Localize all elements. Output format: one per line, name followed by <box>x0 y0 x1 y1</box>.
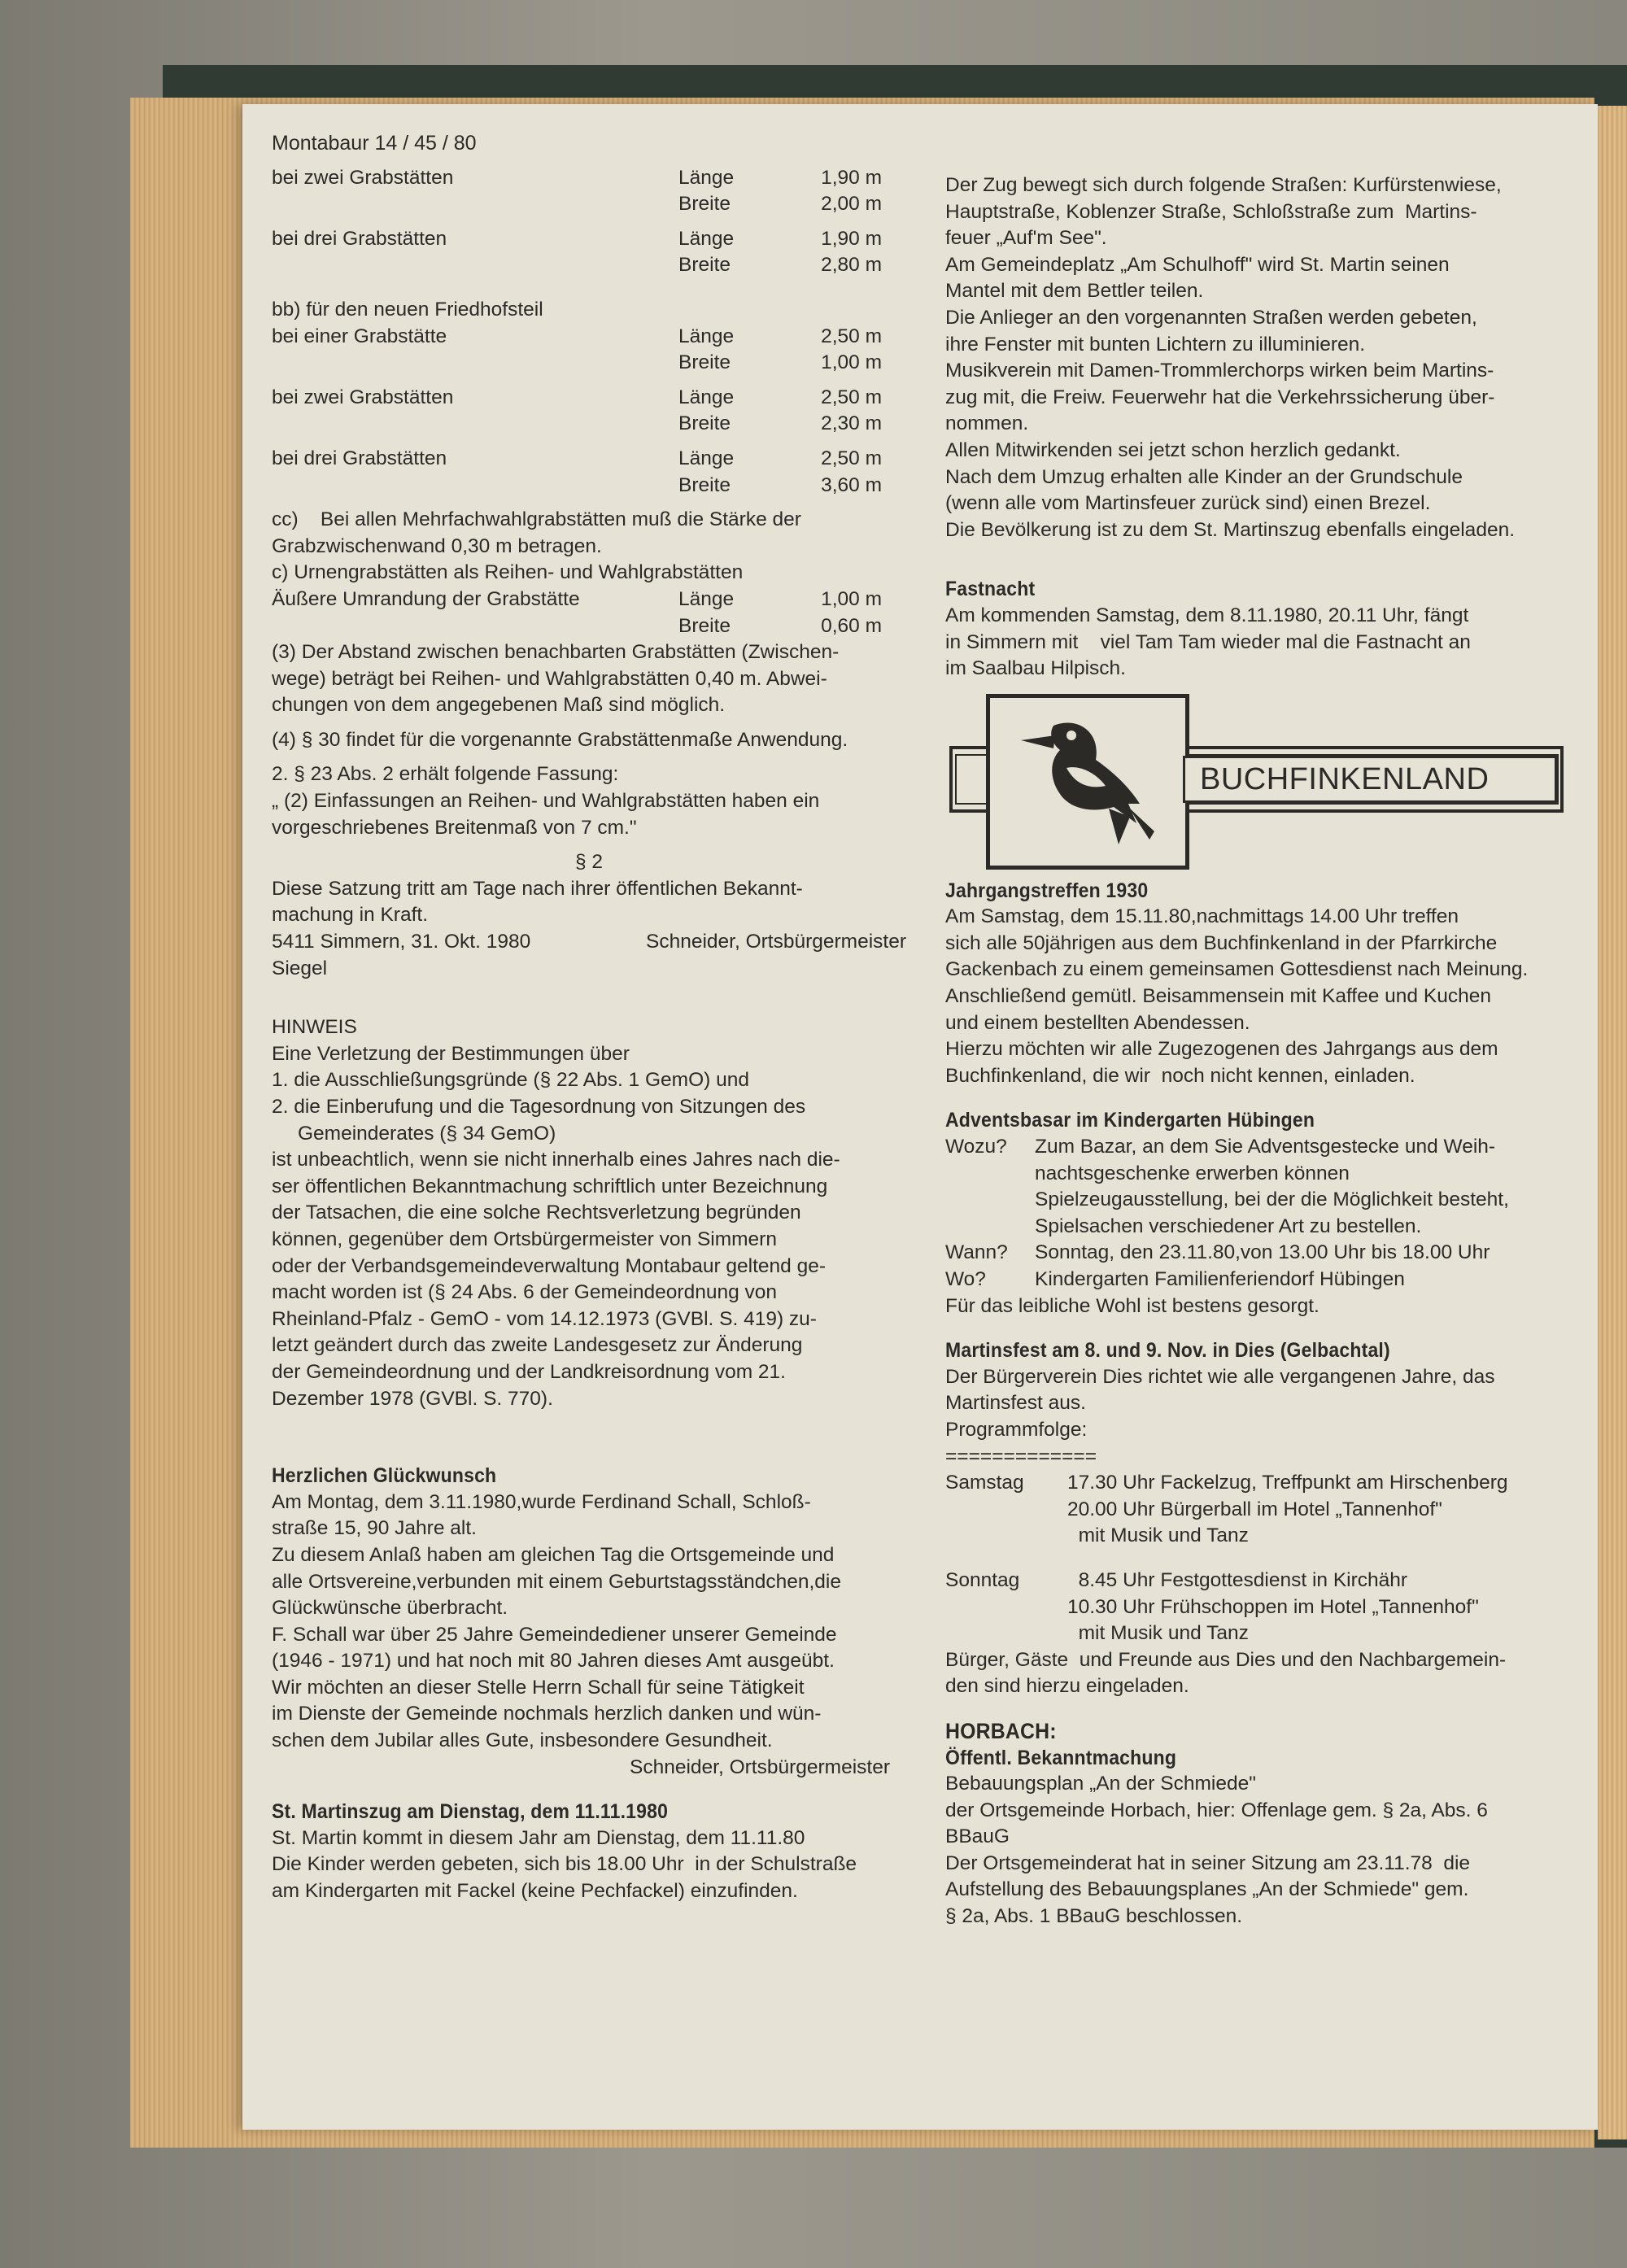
program-rule: ============= <box>945 1445 1097 1468</box>
paragraph-line: den sind hierzu eingeladen. <box>945 1675 1189 1698</box>
dimension-value: 2,50 m <box>821 386 882 408</box>
paragraph-line: 2. § 23 Abs. 2 erhält folgende Fassung: <box>272 763 619 786</box>
dimension-key: Länge <box>678 166 735 189</box>
paragraph-line: der Gemeindeordnung und der Landkreisordnung vom 21. <box>272 1360 786 1383</box>
paragraph-line: vorgeschriebenes Breitenmaß von 7 cm." <box>272 816 637 839</box>
paragraph-line: im Dienste der Gemeinde nochmals herzlich danken und wün- <box>272 1703 822 1725</box>
paragraph-line: am Kindergarten mit Fackel (keine Pechfackel) einzufinden. <box>272 1880 798 1903</box>
dimension-label: bei drei Grabstätten <box>272 227 447 250</box>
paragraph-line: (wenn alle vom Martinsfeuer zurück sind) einen Brezel. <box>945 492 1431 515</box>
article-title-martinsfest: Martinsfest am 8. und 9. Nov. in Dies (Gelbachtal) <box>945 1339 1390 1363</box>
paragraph-line: St. Martin kommt in diesem Jahr am Dienstag, dem 11.11.80 <box>272 1826 805 1849</box>
paragraph-line: Für das leibliche Wohl ist bestens gesorgt. <box>945 1294 1319 1317</box>
paragraph-line: sich alle 50jährigen aus dem Buchfinkenland in der Pfarrkirche <box>945 931 1498 954</box>
article-title-adventsbasar: Adventsbasar im Kindergarten Hübingen <box>945 1109 1315 1132</box>
paragraph-line: Martinsfest aus. <box>945 1392 1086 1415</box>
article-title-fastnacht: Fastnacht <box>945 578 1036 601</box>
qa-question: Wo? <box>945 1268 986 1290</box>
schedule-entry: mit Musik und Tanz <box>1067 1622 1249 1645</box>
paragraph-line: Hierzu möchten wir alle Zugezogenen des Jahrgangs aus dem <box>945 1038 1498 1061</box>
dimension-key: Breite <box>678 412 731 435</box>
dimension-row <box>272 473 906 499</box>
dimension-value: 1,00 m <box>821 351 882 374</box>
paragraph-line: in Simmern mit viel Tam Tam wieder mal die Fastnacht an <box>945 630 1471 653</box>
dimension-row <box>272 226 906 253</box>
paragraph-line: c) Urnengrabstätten als Reihen- und Wahlgrabstätten <box>272 561 744 584</box>
dimension-group <box>272 324 906 499</box>
dimension-key: Breite <box>678 614 731 637</box>
schedule-entry: 10.30 Uhr Frühschoppen im Hotel „Tannenhof" <box>1067 1595 1479 1618</box>
paragraph-line: Aufstellung des Bebauungsplanes „An der Schmiede" gem. <box>945 1878 1469 1901</box>
paragraph-line: Am kommenden Samstag, dem 8.11.1980, 20.11 Uhr, fängt <box>945 604 1469 626</box>
paragraph-line: Am Montag, dem 3.11.1980,wurde Ferdinand Schall, Schloß- <box>272 1490 811 1513</box>
signature-place-date: 5411 Simmern, 31. Okt. 1980 <box>272 931 531 953</box>
dimension-row <box>272 587 906 613</box>
paragraph-line: feuer „Auf'm See". <box>945 227 1107 250</box>
paragraph-line: der Ortsgemeinde Horbach, hier: Offenlage gem. § 2a, Abs. 6 <box>945 1799 1488 1821</box>
paragraph-line: ihre Fenster mit bunten Lichtern zu illuminieren. <box>945 333 1366 355</box>
paragraph-line: Der Bürgerverein Dies richtet wie alle vergangenen Jahre, das <box>945 1365 1495 1388</box>
dimension-row <box>272 165 906 192</box>
dimension-key: Breite <box>678 351 731 374</box>
signature-row <box>272 929 906 956</box>
paragraph-line: Allen Mitwirkenden sei jetzt schon herzlich gedankt. <box>945 438 1401 461</box>
signature-name: Schneider, Ortsbürgermeister <box>630 1756 890 1778</box>
dimension-key: Länge <box>678 325 735 347</box>
paragraph-line: Mantel mit dem Bettler teilen. <box>945 280 1204 303</box>
paragraph-line: Dezember 1978 (GVBl. S. 770). <box>272 1387 553 1410</box>
paragraph-line: nommen. <box>945 412 1029 435</box>
dimension-row <box>272 385 906 412</box>
schedule-entry: mit Musik und Tanz <box>1067 1524 1249 1547</box>
section-number: § 2 <box>574 851 604 874</box>
qa-answer <box>1035 1134 1572 1240</box>
schedule-day <box>945 1568 1572 1647</box>
dimension-row <box>272 446 906 473</box>
dimension-value: 3,60 m <box>821 473 882 496</box>
qa-row <box>945 1267 1572 1293</box>
dimension-value: 2,50 m <box>821 325 882 347</box>
dimension-row <box>272 411 906 438</box>
paragraph-line: zug mit, die Freiw. Feuerwehr hat die Verkehrssicherung über- <box>945 386 1495 408</box>
paragraph-line: Zu diesem Anlaß haben am gleichen Tag die Ortsgemeinde und <box>272 1543 835 1566</box>
paragraph-line: oder der Verbandsgemeindeverwaltung Montabaur geltend ge- <box>272 1254 827 1277</box>
qa-answer: Kindergarten Familienferiendorf Hübingen <box>1035 1268 1405 1290</box>
dimension-value: 0,60 m <box>821 614 882 637</box>
schedule-entry: 20.00 Uhr Bürgerball im Hotel „Tannenhof" <box>1067 1498 1442 1520</box>
dimension-row <box>272 350 906 377</box>
paragraph-line: Spielzeugausstellung, bei der die Möglichkeit besteht, <box>1035 1189 1509 1211</box>
qa-answer: Sonntag, den 23.11.80,von 13.00 Uhr bis 18.00 Uhr <box>1035 1241 1490 1264</box>
paragraph-line: Die Anlieger an den vorgenannten Straßen werden gebeten, <box>945 306 1477 329</box>
dimension-label: bei einer Grabstätte <box>272 325 447 347</box>
article-title-jahrgangstreffen: Jahrgangstreffen 1930 <box>945 879 1149 902</box>
paragraph-line: (4) § 30 findet für die vorgenannte Grabstättenmaße Anwendung. <box>272 728 848 751</box>
paragraph-line: „ (2) Einfassungen an Reihen- und Wahlgrabstätten haben ein <box>272 790 820 813</box>
paragraph-line: F. Schall war über 25 Jahre Gemeindediener unserer Gemeinde <box>272 1623 837 1646</box>
schedule-day-label: Sonntag <box>945 1568 1020 1591</box>
paragraph-line: und einem bestellten Abendessen. <box>945 1011 1250 1034</box>
paragraph-line: machung in Kraft. <box>272 904 429 927</box>
dimension-value: 1,00 m <box>821 587 882 610</box>
paragraph-line: Spielsachen verschiedener Art zu bestellen. <box>1035 1215 1422 1237</box>
paragraph-line: Glückwünsche überbracht. <box>272 1597 508 1620</box>
paragraph-line: chungen von dem angegebenen Maß sind möglich. <box>272 694 726 717</box>
paragraph-line: Am Gemeindeplatz „Am Schulhoff" wird St. Martin seinen <box>945 253 1450 276</box>
paragraph-line: Bürger, Gäste und Freunde aus Dies und den Nachbargemein- <box>945 1648 1507 1671</box>
qa-row <box>945 1134 1572 1240</box>
schedule-entry: 8.45 Uhr Festgottesdienst in Kirchähr <box>1067 1568 1408 1591</box>
paragraph-line: macht worden ist (§ 24 Abs. 6 der Gemeindeordnung von <box>272 1281 778 1304</box>
dimension-value: 1,90 m <box>821 227 882 250</box>
paragraph-line: Die Bevölkerung ist zu dem St. Martinszug ebenfalls eingeladen. <box>945 518 1515 541</box>
paragraph-line: Anschließend gemütl. Beisammensein mit Kaffee und Kuchen <box>945 985 1491 1008</box>
schedule-entries <box>1067 1470 1572 1550</box>
paragraph-line: alle Ortsvereine,verbunden mit einem Geburtstagsständchen,die <box>272 1570 841 1593</box>
dimension-key: Länge <box>678 447 735 469</box>
dimension-row <box>272 252 906 279</box>
paragraph-line: Wir möchten an dieser Stelle Herrn Schall für seine Tätigkeit <box>272 1676 805 1699</box>
bird-icon <box>1006 708 1169 854</box>
paragraph-line: ist unbeachtlich, wenn sie nicht innerhalb eines Jahres nach die- <box>272 1149 840 1171</box>
dimension-row <box>272 613 906 640</box>
paragraph-line: Am Samstag, dem 15.11.80,nachmittags 14.00 Uhr treffen <box>945 905 1459 928</box>
dimension-value: 2,30 m <box>821 412 882 435</box>
logo-emblem <box>986 694 1189 870</box>
dimension-key: Länge <box>678 386 735 408</box>
paragraph-line: letzt geändert durch das zweite Landesgesetz zur Änderung <box>272 1334 803 1357</box>
paragraph-line: § 2a, Abs. 1 BBauG beschlossen. <box>945 1905 1243 1928</box>
dimension-label: bei drei Grabstätten <box>272 447 447 469</box>
dimension-value: 2,50 m <box>821 447 882 469</box>
paragraph-line: schen dem Jubilar alles Gute, insbesondere Gesundheit. <box>272 1729 773 1752</box>
qa-question: Wann? <box>945 1241 1008 1264</box>
paragraph-line: (1946 - 1971) und hat noch mit 80 Jahren dieses Amt ausgeübt. <box>272 1650 835 1673</box>
paragraph-line: können, gegenüber dem Ortsbürgermeister von Simmern <box>272 1228 777 1250</box>
paragraph-line: nachtsgeschenke erwerben können <box>1035 1162 1350 1184</box>
facing-page-edge <box>1598 106 1627 2139</box>
seal-note: Siegel <box>272 957 328 979</box>
qa-question: Wozu? <box>945 1136 1007 1158</box>
schedule-day-label: Samstag <box>945 1472 1024 1494</box>
paragraph-line: straße 15, 90 Jahre alt. <box>272 1517 477 1540</box>
paragraph-line: Diese Satzung tritt am Tage nach ihrer öffentlichen Bekannt- <box>272 877 803 900</box>
schedule-day <box>945 1470 1572 1550</box>
dimension-key: Breite <box>678 473 731 496</box>
dimension-key: Breite <box>678 254 731 277</box>
paragraph-line: BBauG <box>945 1825 1010 1848</box>
paragraph-line: Grabzwischenwand 0,30 m betragen. <box>272 534 602 557</box>
paragraph-line: Buchfinkenland, die wir noch nicht kennen, einladen. <box>945 1064 1415 1087</box>
buchfinkenland-logo <box>945 694 1572 870</box>
paragraph-line: Rheinland-Pfalz - GemO - vom 14.12.1973 (GVBl. S. 419) zu- <box>272 1307 817 1330</box>
signature-name: Schneider, Ortsbürgermeister <box>646 931 906 953</box>
dimension-value: 1,90 m <box>821 166 882 189</box>
paragraph-line: Zum Bazar, an dem Sie Adventsgestecke und Weih- <box>1035 1136 1496 1158</box>
left-column <box>272 130 906 1905</box>
dimension-row <box>272 324 906 351</box>
article-title-martinszug: St. Martinszug am Dienstag, dem 11.11.1980 <box>272 1800 669 1824</box>
paragraph-line: Eine Verletzung der Bestimmungen über <box>272 1042 630 1065</box>
paragraph-line: cc) Bei allen Mehrfachwahlgrabstätten muß die Stärke der <box>272 508 801 531</box>
paragraph-line: Bebauungsplan „An der Schmiede" <box>945 1773 1256 1795</box>
right-column <box>945 172 1572 1930</box>
paragraph-line: wege) beträgt bei Reihen- und Wahlgrabstätten 0,40 m. Abwei- <box>272 667 827 690</box>
page-header: Montabaur 14 / 45 / 80 <box>272 132 477 155</box>
dimension-group <box>272 165 906 279</box>
dimension-label: Äußere Umrandung der Grabstätte <box>272 587 580 610</box>
paragraph-line: der Tatsachen, die eine solche Rechtsverletzung begründen <box>272 1202 801 1224</box>
dimension-label: bei zwei Grabstätten <box>272 386 454 408</box>
town-heading-horbach: HORBACH: <box>945 1718 1057 1743</box>
program-heading: Programmfolge: <box>945 1418 1088 1441</box>
paragraph-line: Musikverein mit Damen-Trommlerchorps wirken beim Martins- <box>945 360 1494 382</box>
list-item-continuation: Gemeinderates (§ 34 GemO) <box>298 1122 556 1145</box>
dimension-row <box>272 191 906 218</box>
paragraph-line: im Saalbau Hilpisch. <box>945 657 1126 680</box>
paragraph-line: (3) Der Abstand zwischen benachbarten Grabstätten (Zwischen- <box>272 641 840 664</box>
paragraph-line: Nach dem Umzug erhalten alle Kinder an der Grundschule <box>945 465 1463 488</box>
logo-wordmark: BUCHFINKENLAND <box>1183 756 1557 803</box>
dimension-value: 2,80 m <box>821 254 882 277</box>
paragraph-line: Der Ortsgemeinderat hat in seiner Sitzung am 23.11.78 die <box>945 1851 1471 1874</box>
dimension-key: Länge <box>678 227 735 250</box>
qa-row <box>945 1240 1572 1267</box>
paragraph-line: Hauptstraße, Koblenzer Straße, Schloßstraße zum Martins- <box>945 200 1477 223</box>
dimension-key: Länge <box>678 587 735 610</box>
notice-title: HINWEIS <box>272 1016 357 1039</box>
article-title-bekanntmachung: Öffentl. Bekanntmachung <box>945 1746 1177 1769</box>
section-bb-heading: bb) für den neuen Friedhofsteil <box>272 298 543 321</box>
list-item: 2. die Einberufung und die Tagesordnung von Sitzungen des <box>272 1096 806 1118</box>
paragraph-line: ser öffentlichen Bekanntmachung schriftlich unter Bezeichnung <box>272 1175 828 1197</box>
dimension-label: bei zwei Grabstätten <box>272 166 454 189</box>
paragraph-line: Die Kinder werden gebeten, sich bis 18.00 Uhr in der Schulstraße <box>272 1853 857 1876</box>
article-title-glueckwunsch: Herzlichen Glückwunsch <box>272 1464 497 1488</box>
paragraph-line: Der Zug bewegt sich durch folgende Straßen: Kurfürstenwiese, <box>945 174 1502 196</box>
schedule-entry: 17.30 Uhr Fackelzug, Treffpunkt am Hirschenberg <box>1067 1472 1508 1494</box>
dimension-key: Breite <box>678 193 731 216</box>
dimension-value: 2,00 m <box>821 193 882 216</box>
schedule-entries <box>1067 1568 1572 1647</box>
paragraph-line: Gackenbach zu einem gemeinsamen Gottesdienst nach Meinung. <box>945 958 1529 981</box>
list-item: 1. die Ausschließungsgründe (§ 22 Abs. 1 GemO) und <box>272 1069 749 1092</box>
